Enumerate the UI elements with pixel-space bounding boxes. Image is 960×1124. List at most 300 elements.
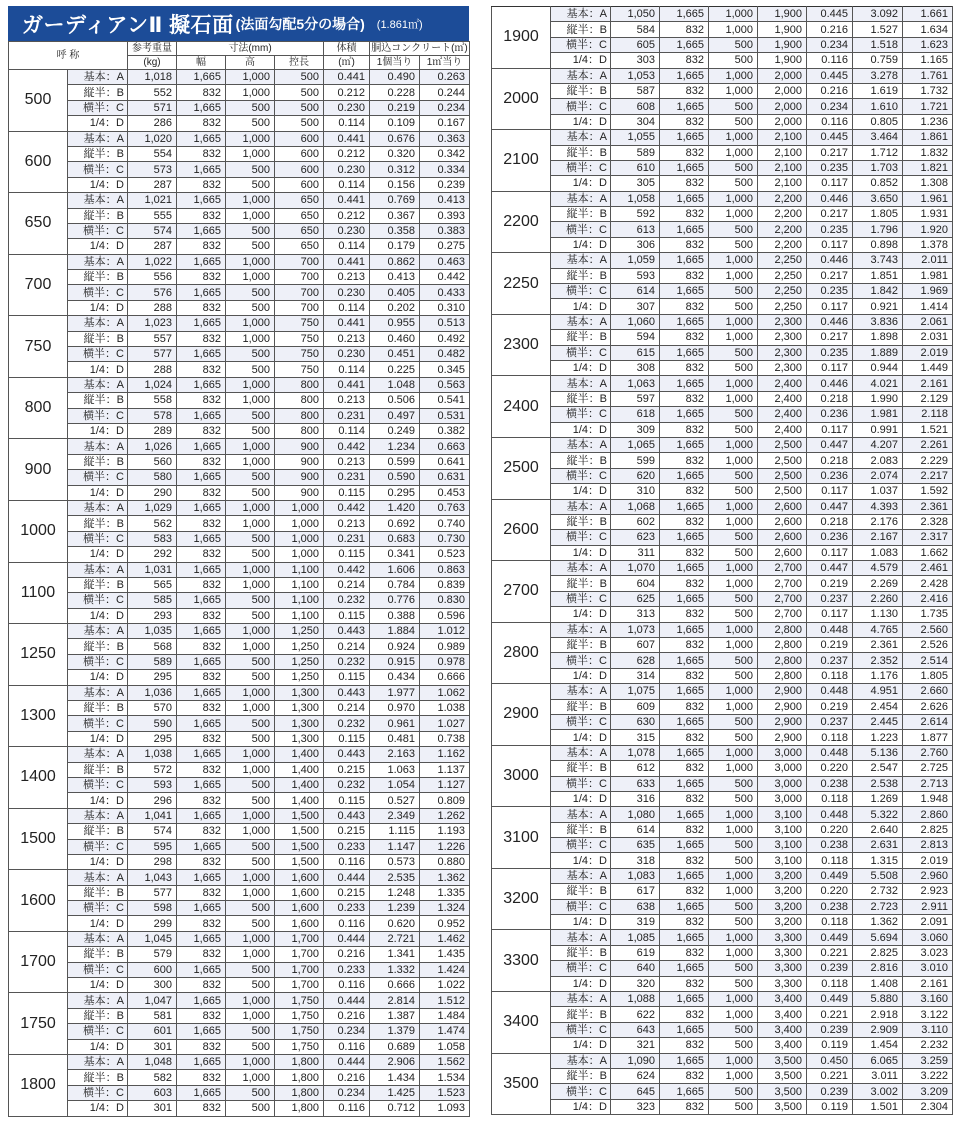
data-cell: 600 (275, 162, 324, 177)
data-cell: 832 (177, 146, 226, 161)
data-cell: 832 (177, 423, 226, 438)
data-cell: 633 (611, 776, 660, 791)
block-type-label: 1/4：D (68, 978, 128, 993)
data-cell: 0.119 (807, 1038, 853, 1053)
data-cell: 832 (660, 1007, 709, 1022)
block-type-label: 横半：C (551, 99, 611, 114)
data-cell: 1,300 (275, 731, 324, 746)
data-cell: 1.877 (903, 730, 953, 745)
nominal-size-cell: 700 (9, 254, 68, 316)
data-cell: 2,250 (758, 299, 807, 314)
data-cell: 500 (275, 100, 324, 115)
block-type-label: 1/4：D (551, 176, 611, 191)
data-cell: 1.449 (903, 360, 953, 375)
data-cell: 1.379 (370, 1024, 420, 1039)
data-cell: 1,021 (128, 193, 177, 208)
data-cell: 1,500 (275, 854, 324, 869)
table-row (9, 577, 470, 592)
data-cell: 2.445 (853, 714, 903, 729)
data-cell: 0.230 (324, 223, 370, 238)
block-type-label: 基本：A (551, 684, 611, 699)
data-cell: 0.116 (324, 978, 370, 993)
data-cell: 1,750 (275, 993, 324, 1008)
data-cell: 0.235 (807, 345, 853, 360)
data-cell: 2.640 (853, 822, 903, 837)
nominal-size-cell: 900 (9, 439, 68, 501)
data-cell: 1,020 (128, 131, 177, 146)
nominal-size-cell: 2400 (492, 376, 551, 438)
header-concrete: 胴込コンクリート(㎥) (371, 43, 468, 54)
data-cell: 1.851 (853, 268, 903, 283)
data-cell: 0.599 (370, 454, 420, 469)
data-cell: 1.234 (370, 439, 420, 454)
data-cell: 0.114 (324, 300, 370, 315)
data-cell: 1,000 (709, 376, 758, 391)
data-cell: 0.118 (807, 976, 853, 991)
data-cell: 1,665 (660, 191, 709, 206)
data-cell: 2.269 (853, 576, 903, 591)
table-row (492, 684, 953, 699)
data-cell: 0.448 (807, 622, 853, 637)
data-cell: 2.232 (903, 1038, 953, 1053)
data-cell: 613 (611, 222, 660, 237)
table-body-right (492, 7, 953, 1115)
data-cell: 314 (611, 668, 660, 683)
data-cell: 609 (611, 699, 660, 714)
data-cell: 2.721 (370, 931, 420, 946)
data-cell: 599 (611, 453, 660, 468)
data-cell: 0.441 (324, 131, 370, 146)
data-cell: 832 (660, 22, 709, 37)
data-cell: 500 (709, 1099, 758, 1114)
data-cell: 570 (128, 701, 177, 716)
block-type-label: 縦半：B (551, 761, 611, 776)
data-cell: 2.261 (903, 437, 953, 452)
data-cell: 593 (128, 777, 177, 792)
data-cell: 500 (709, 899, 758, 914)
block-type-label: 基本：A (68, 624, 128, 639)
data-cell: 1,000 (709, 453, 758, 468)
data-cell: 2,600 (758, 514, 807, 529)
data-cell: 1,000 (709, 1068, 758, 1083)
table-row (9, 1070, 470, 1085)
data-cell: 595 (128, 839, 177, 854)
data-cell: 1.093 (420, 1101, 470, 1116)
table-row (9, 362, 470, 377)
data-cell: 605 (611, 37, 660, 52)
data-cell: 1.176 (853, 668, 903, 683)
header-per-piece: 1個当り (370, 56, 420, 70)
data-cell: 832 (660, 391, 709, 406)
nominal-size-cell: 1700 (9, 931, 68, 993)
nominal-size-cell: 1500 (9, 808, 68, 870)
block-type-label: 横半：C (551, 222, 611, 237)
data-cell: 832 (177, 608, 226, 623)
block-type-label: 縦半：B (551, 822, 611, 837)
table-row (9, 254, 470, 269)
data-cell: 0.441 (324, 377, 370, 392)
data-cell: 500 (709, 360, 758, 375)
data-cell: 832 (177, 1039, 226, 1054)
data-cell: 1.521 (903, 422, 953, 437)
table-row (9, 639, 470, 654)
data-cell: 1,000 (226, 577, 275, 592)
data-cell: 5.694 (853, 930, 903, 945)
data-cell: 0.214 (324, 639, 370, 654)
data-cell: 556 (128, 270, 177, 285)
data-cell: 2,300 (758, 330, 807, 345)
data-cell: 1,000 (709, 822, 758, 837)
table-row (9, 1085, 470, 1100)
nominal-size-cell: 3300 (492, 930, 551, 992)
data-cell: 832 (660, 761, 709, 776)
block-type-label: 基本：A (551, 561, 611, 576)
data-cell: 287 (128, 177, 177, 192)
data-cell: 0.236 (807, 468, 853, 483)
block-type-label: 基本：A (68, 377, 128, 392)
data-cell: 500 (226, 1101, 275, 1116)
block-type-label: 1/4：D (551, 422, 611, 437)
table-row (9, 162, 470, 177)
data-cell: 617 (611, 884, 660, 899)
data-cell: 500 (709, 1022, 758, 1037)
table-row (9, 854, 470, 869)
data-cell: 832 (177, 454, 226, 469)
data-cell: 1,665 (177, 593, 226, 608)
block-type-label: 縦半：B (551, 207, 611, 222)
block-type-label: 基本：A (68, 1055, 128, 1070)
block-type-label: 縦半：B (68, 146, 128, 161)
data-cell: 832 (177, 824, 226, 839)
table-row (492, 130, 953, 145)
data-cell: 600 (128, 962, 177, 977)
data-cell: 590 (128, 716, 177, 731)
data-cell: 2.825 (853, 945, 903, 960)
data-cell: 1,000 (226, 701, 275, 716)
table-row (492, 499, 953, 514)
table-row (9, 454, 470, 469)
block-type-label: 基本：A (551, 7, 611, 22)
block-type-label: 基本：A (68, 193, 128, 208)
data-cell: 574 (128, 223, 177, 238)
data-cell: 0.447 (807, 437, 853, 452)
data-cell: 3.259 (903, 1053, 953, 1068)
data-cell: 0.216 (807, 22, 853, 37)
data-cell: 500 (709, 237, 758, 252)
block-type-label: 1/4：D (68, 793, 128, 808)
nominal-size-cell: 2600 (492, 499, 551, 561)
data-cell: 0.116 (324, 916, 370, 931)
table-row (9, 793, 470, 808)
data-cell: 2,500 (758, 453, 807, 468)
data-cell: 0.445 (807, 7, 853, 22)
data-cell: 832 (660, 730, 709, 745)
data-cell: 0.443 (324, 808, 370, 823)
data-cell: 1,900 (758, 22, 807, 37)
block-type-label: 基本：A (68, 808, 128, 823)
data-cell: 500 (709, 714, 758, 729)
data-cell: 1,035 (128, 624, 177, 639)
table-row (492, 745, 953, 760)
data-cell: 2.814 (370, 993, 420, 1008)
data-cell: 2,200 (758, 191, 807, 206)
data-cell: 610 (611, 160, 660, 175)
data-cell: 0.666 (370, 978, 420, 993)
data-cell: 310 (611, 484, 660, 499)
table-row (492, 99, 953, 114)
data-cell: 3,400 (758, 1007, 807, 1022)
data-cell: 313 (611, 607, 660, 622)
data-cell: 500 (709, 791, 758, 806)
data-cell: 589 (128, 654, 177, 669)
data-cell: 0.230 (324, 347, 370, 362)
data-cell: 0.118 (807, 915, 853, 930)
block-type-label: 1/4：D (551, 853, 611, 868)
block-type-label: 1/4：D (551, 1099, 611, 1114)
data-cell: 1.619 (853, 83, 903, 98)
data-cell: 2.083 (853, 453, 903, 468)
data-cell: 1.527 (853, 22, 903, 37)
data-cell: 0.689 (370, 1039, 420, 1054)
data-cell: 0.805 (853, 114, 903, 129)
data-cell: 0.237 (807, 653, 853, 668)
data-cell: 1,024 (128, 377, 177, 392)
data-cell: 0.212 (324, 146, 370, 161)
data-cell: 500 (226, 162, 275, 177)
data-cell: 500 (226, 901, 275, 916)
data-cell: 3,400 (758, 1022, 807, 1037)
data-cell: 571 (128, 100, 177, 115)
data-cell: 500 (709, 407, 758, 422)
block-type-label: 横半：C (68, 162, 128, 177)
data-cell: 500 (709, 730, 758, 745)
data-cell: 287 (128, 239, 177, 254)
data-cell: 0.214 (324, 577, 370, 592)
data-cell: 832 (177, 300, 226, 315)
data-cell: 1,000 (709, 699, 758, 714)
table-row (9, 747, 470, 762)
data-cell: 750 (275, 347, 324, 362)
data-cell: 500 (709, 484, 758, 499)
table-row (9, 685, 470, 700)
block-type-label: 横半：C (551, 345, 611, 360)
data-cell: 0.915 (370, 654, 420, 669)
data-cell: 1,665 (177, 716, 226, 731)
table-row (492, 668, 953, 683)
data-cell: 0.215 (324, 885, 370, 900)
nominal-size-cell: 1400 (9, 747, 68, 809)
table-row (492, 391, 953, 406)
data-cell: 832 (660, 514, 709, 529)
data-cell: 0.230 (324, 100, 370, 115)
data-cell: 3,000 (758, 776, 807, 791)
data-cell: 1,000 (709, 930, 758, 945)
data-cell: 3.002 (853, 1084, 903, 1099)
data-cell: 2.631 (853, 838, 903, 853)
table-row (492, 622, 953, 637)
data-cell: 0.446 (807, 376, 853, 391)
data-cell: 1,665 (177, 624, 226, 639)
nominal-size-cell: 750 (9, 316, 68, 378)
data-cell: 0.231 (324, 408, 370, 423)
data-cell: 1,750 (275, 1039, 324, 1054)
data-cell: 3.122 (903, 1007, 953, 1022)
table-row (492, 145, 953, 160)
data-cell: 0.447 (807, 561, 853, 576)
data-cell: 1.335 (420, 885, 470, 900)
data-cell: 1,083 (611, 868, 660, 883)
data-cell: 0.663 (420, 439, 470, 454)
data-cell: 0.217 (807, 330, 853, 345)
data-cell: 0.451 (370, 347, 420, 362)
data-cell: 2.547 (853, 761, 903, 776)
data-cell: 0.213 (324, 454, 370, 469)
data-cell: 1,000 (226, 993, 275, 1008)
data-cell: 832 (177, 978, 226, 993)
data-cell: 1.012 (420, 624, 470, 639)
data-cell: 4.021 (853, 376, 903, 391)
data-cell: 0.363 (420, 131, 470, 146)
data-cell: 585 (128, 593, 177, 608)
data-cell: 1,400 (275, 762, 324, 777)
data-cell: 2.019 (903, 345, 953, 360)
data-cell: 4.579 (853, 561, 903, 576)
data-cell: 2,000 (758, 99, 807, 114)
data-cell: 0.116 (324, 1101, 370, 1116)
nominal-size-cell: 500 (9, 70, 68, 132)
data-cell: 500 (709, 668, 758, 683)
data-cell: 0.167 (420, 116, 470, 131)
data-cell: 577 (128, 347, 177, 362)
data-cell: 500 (709, 222, 758, 237)
table-row (9, 716, 470, 731)
data-cell: 1,000 (226, 516, 275, 531)
table-row (492, 1053, 953, 1068)
data-cell: 620 (611, 468, 660, 483)
data-cell: 500 (226, 1085, 275, 1100)
data-cell: 576 (128, 285, 177, 300)
data-cell: 1.269 (853, 791, 903, 806)
data-cell: 1.332 (370, 962, 420, 977)
data-cell: 1,000 (226, 331, 275, 346)
data-cell: 1,038 (128, 747, 177, 762)
data-cell: 1,000 (275, 531, 324, 546)
table-row (492, 360, 953, 375)
data-cell: 298 (128, 854, 177, 869)
data-cell: 0.236 (807, 530, 853, 545)
data-cell: 832 (660, 268, 709, 283)
data-cell: 0.238 (807, 776, 853, 791)
data-cell: 0.759 (853, 53, 903, 68)
data-cell: 2.074 (853, 468, 903, 483)
table-row (492, 22, 953, 37)
data-cell: 0.443 (324, 624, 370, 639)
data-cell: 288 (128, 362, 177, 377)
data-cell: 500 (226, 962, 275, 977)
data-cell: 1,665 (660, 868, 709, 883)
data-cell: 832 (660, 853, 709, 868)
block-type-label: 横半：C (68, 716, 128, 731)
nominal-size-cell: 2000 (492, 68, 551, 130)
data-cell: 500 (226, 362, 275, 377)
data-cell: 0.523 (420, 547, 470, 562)
data-cell: 1,665 (660, 899, 709, 914)
table-row (492, 884, 953, 899)
nominal-size-cell: 3100 (492, 807, 551, 869)
data-cell: 832 (177, 208, 226, 223)
data-cell: 1.130 (853, 607, 903, 622)
block-type-label: 基本：A (551, 807, 611, 822)
data-cell: 1,665 (660, 530, 709, 545)
data-cell: 1.969 (903, 284, 953, 299)
data-cell: 0.388 (370, 608, 420, 623)
block-type-label: 1/4：D (68, 670, 128, 685)
data-cell: 1.832 (903, 145, 953, 160)
data-cell: 0.382 (420, 423, 470, 438)
block-type-label: 縦半：B (551, 1007, 611, 1022)
data-cell: 1.147 (370, 839, 420, 854)
data-cell: 832 (177, 885, 226, 900)
data-cell: 0.116 (807, 114, 853, 129)
data-cell: 1,000 (709, 638, 758, 653)
table-row (9, 870, 470, 885)
data-cell: 3,300 (758, 930, 807, 945)
data-cell: 1,665 (660, 930, 709, 945)
data-cell: 1,665 (177, 993, 226, 1008)
data-cell: 0.441 (324, 70, 370, 85)
data-cell: 2.176 (853, 514, 903, 529)
data-cell: 832 (660, 915, 709, 930)
data-cell: 0.433 (420, 285, 470, 300)
data-cell: 0.443 (324, 747, 370, 762)
data-cell: 1,000 (226, 377, 275, 392)
data-cell: 500 (226, 916, 275, 931)
data-cell: 0.441 (324, 254, 370, 269)
data-cell: 1,700 (275, 931, 324, 946)
data-cell: 832 (177, 762, 226, 777)
data-cell: 1,665 (177, 962, 226, 977)
data-cell: 500 (709, 99, 758, 114)
data-cell: 1.761 (903, 68, 953, 83)
data-cell: 500 (709, 545, 758, 560)
block-type-label: 縦半：B (68, 824, 128, 839)
data-cell: 1,063 (611, 376, 660, 391)
data-cell: 832 (177, 1101, 226, 1116)
data-cell: 500 (709, 160, 758, 175)
block-type-label: 基本：A (68, 562, 128, 577)
data-cell: 0.443 (324, 685, 370, 700)
data-cell: 318 (611, 853, 660, 868)
data-cell: 577 (128, 885, 177, 900)
data-cell: 2.732 (853, 884, 903, 899)
data-cell: 1,900 (758, 7, 807, 22)
data-cell: 0.114 (324, 423, 370, 438)
table-row (9, 100, 470, 115)
block-type-label: 縦半：B (551, 330, 611, 345)
data-cell: 602 (611, 514, 660, 529)
table-row (492, 607, 953, 622)
data-cell: 1,665 (660, 130, 709, 145)
data-cell: 1,600 (275, 901, 324, 916)
data-cell: 0.784 (370, 577, 420, 592)
block-type-label: 基本：A (68, 993, 128, 1008)
block-type-label: 縦半：B (551, 268, 611, 283)
data-cell: 1,000 (275, 516, 324, 531)
data-cell: 0.444 (324, 870, 370, 885)
data-cell: 1,000 (226, 439, 275, 454)
data-cell: 301 (128, 1039, 177, 1054)
data-cell: 2,700 (758, 591, 807, 606)
